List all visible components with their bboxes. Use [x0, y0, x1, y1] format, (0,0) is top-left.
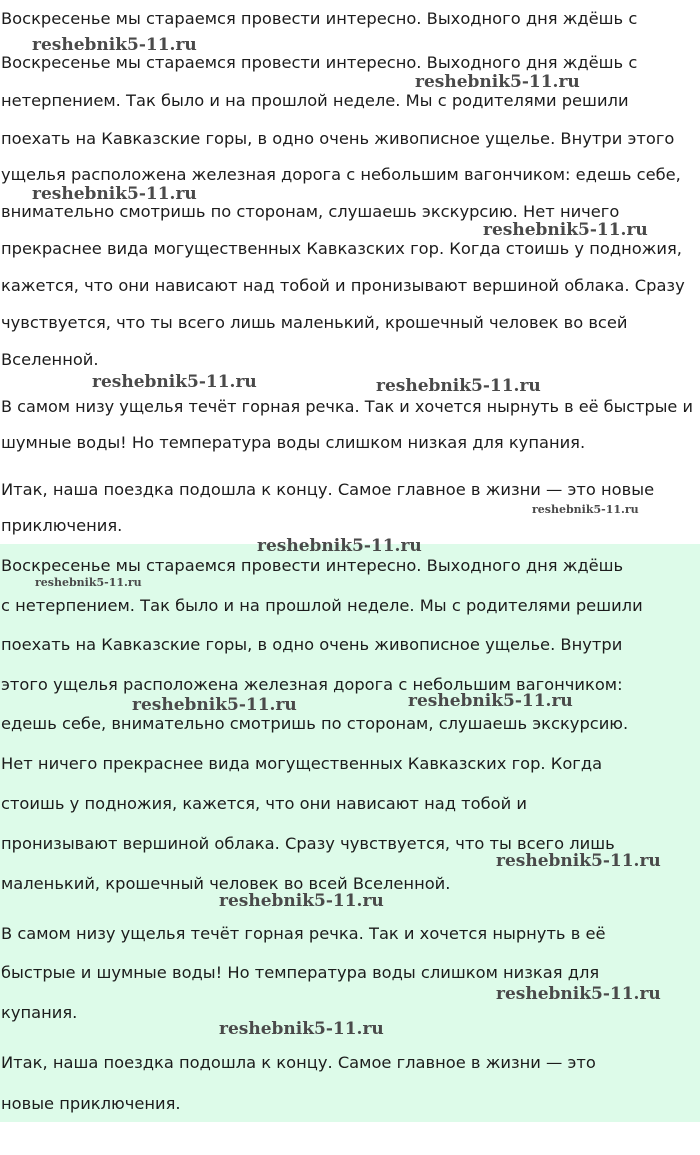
watermark: reshebnik5-11.ru [408, 691, 573, 711]
watermark: reshebnik5-11.ru [532, 503, 639, 516]
watermark: reshebnik5-11.ru [92, 372, 257, 392]
watermark: reshebnik5-11.ru [219, 1019, 384, 1039]
text-line: пронизывают вершиной облака. Сразу чувствуется, что ты всего лишь [1, 834, 615, 853]
watermark: reshebnik5-11.ru [496, 851, 661, 871]
text-line: Вселенной. [1, 350, 99, 369]
text-line: ущелья расположена железная дорога с небольшим вагончиком: едешь себе, [1, 165, 681, 184]
watermark: reshebnik5-11.ru [415, 72, 580, 92]
watermark: reshebnik5-11.ru [219, 891, 384, 911]
text-line: внимательно смотришь по сторонам, слушаешь экскурсию. Нет ничего [1, 202, 620, 221]
watermark: reshebnik5-11.ru [35, 576, 142, 589]
text-line: Нет ничего прекраснее вида могущественных Кавказских гор. Когда [1, 754, 603, 773]
text-line: Воскресенье мы стараемся провести интересно. Выходного дня ждёшь с [1, 53, 638, 72]
text-line: В самом низу ущелья течёт горная речка. Так и хочется нырнуть в её быстрые и [1, 397, 693, 416]
watermark: reshebnik5-11.ru [132, 695, 297, 715]
text-line: Воскресенье мы стараемся провести интересно. Выходного дня ждёшь [1, 556, 624, 575]
text-line: едешь себе, внимательно смотришь по сторонам, слушаешь экскурсию. [1, 714, 629, 733]
text-line: купания. [1, 1003, 78, 1022]
watermark: reshebnik5-11.ru [32, 184, 197, 204]
text-line: этого ущелья расположена железная дорога с небольшим вагончиком: [1, 675, 623, 694]
text-line: стоишь у подножия, кажется, что они нависают над тобой и [1, 794, 527, 813]
text-line: приключения. [1, 516, 123, 535]
text-line: шумные воды! Но температура воды слишком низкая для купания. [1, 433, 586, 452]
watermark: reshebnik5-11.ru [483, 220, 648, 240]
watermark: reshebnik5-11.ru [376, 376, 541, 396]
text-line: Итак, наша поездка подошла к концу. Самое главное в жизни — это новые [1, 480, 655, 499]
text-line: новые приключения. [1, 1094, 181, 1113]
text-line: прекраснее вида могущественных Кавказских гор. Когда стоишь у подножия, [1, 239, 682, 258]
text-line: нетерпением. Так было и на прошлой неделе. Мы с родителями решили [1, 91, 629, 110]
watermark: reshebnik5-11.ru [496, 984, 661, 1004]
text-line: с нетерпением. Так было и на прошлой неделе. Мы с родителями решили [1, 596, 643, 615]
text-line: поехать на Кавказские горы, в одно очень живописное ущелье. Внутри этого [1, 129, 675, 148]
text-line: В самом низу ущелья течёт горная речка. Так и хочется нырнуть в её [1, 924, 606, 943]
text-line: поехать на Кавказские горы, в одно очень живописное ущелье. Внутри [1, 635, 623, 654]
text-line: кажется, что они нависают над тобой и пронизывают вершиной облака. Сразу [1, 276, 685, 295]
text-line: Воскресенье мы стараемся провести интересно. Выходного дня ждёшь с [1, 9, 638, 28]
watermark: reshebnik5-11.ru [32, 35, 197, 55]
text-line: Итак, наша поездка подошла к концу. Самое главное в жизни — это [1, 1053, 596, 1072]
text-line: маленький, крошечный человек во всей Вселенной. [1, 874, 451, 893]
text-line: чувствуется, что ты всего лишь маленький, крошечный человек во всей [1, 313, 628, 332]
watermark: reshebnik5-11.ru [257, 536, 422, 556]
text-line: быстрые и шумные воды! Но температура воды слишком низкая для [1, 963, 600, 982]
